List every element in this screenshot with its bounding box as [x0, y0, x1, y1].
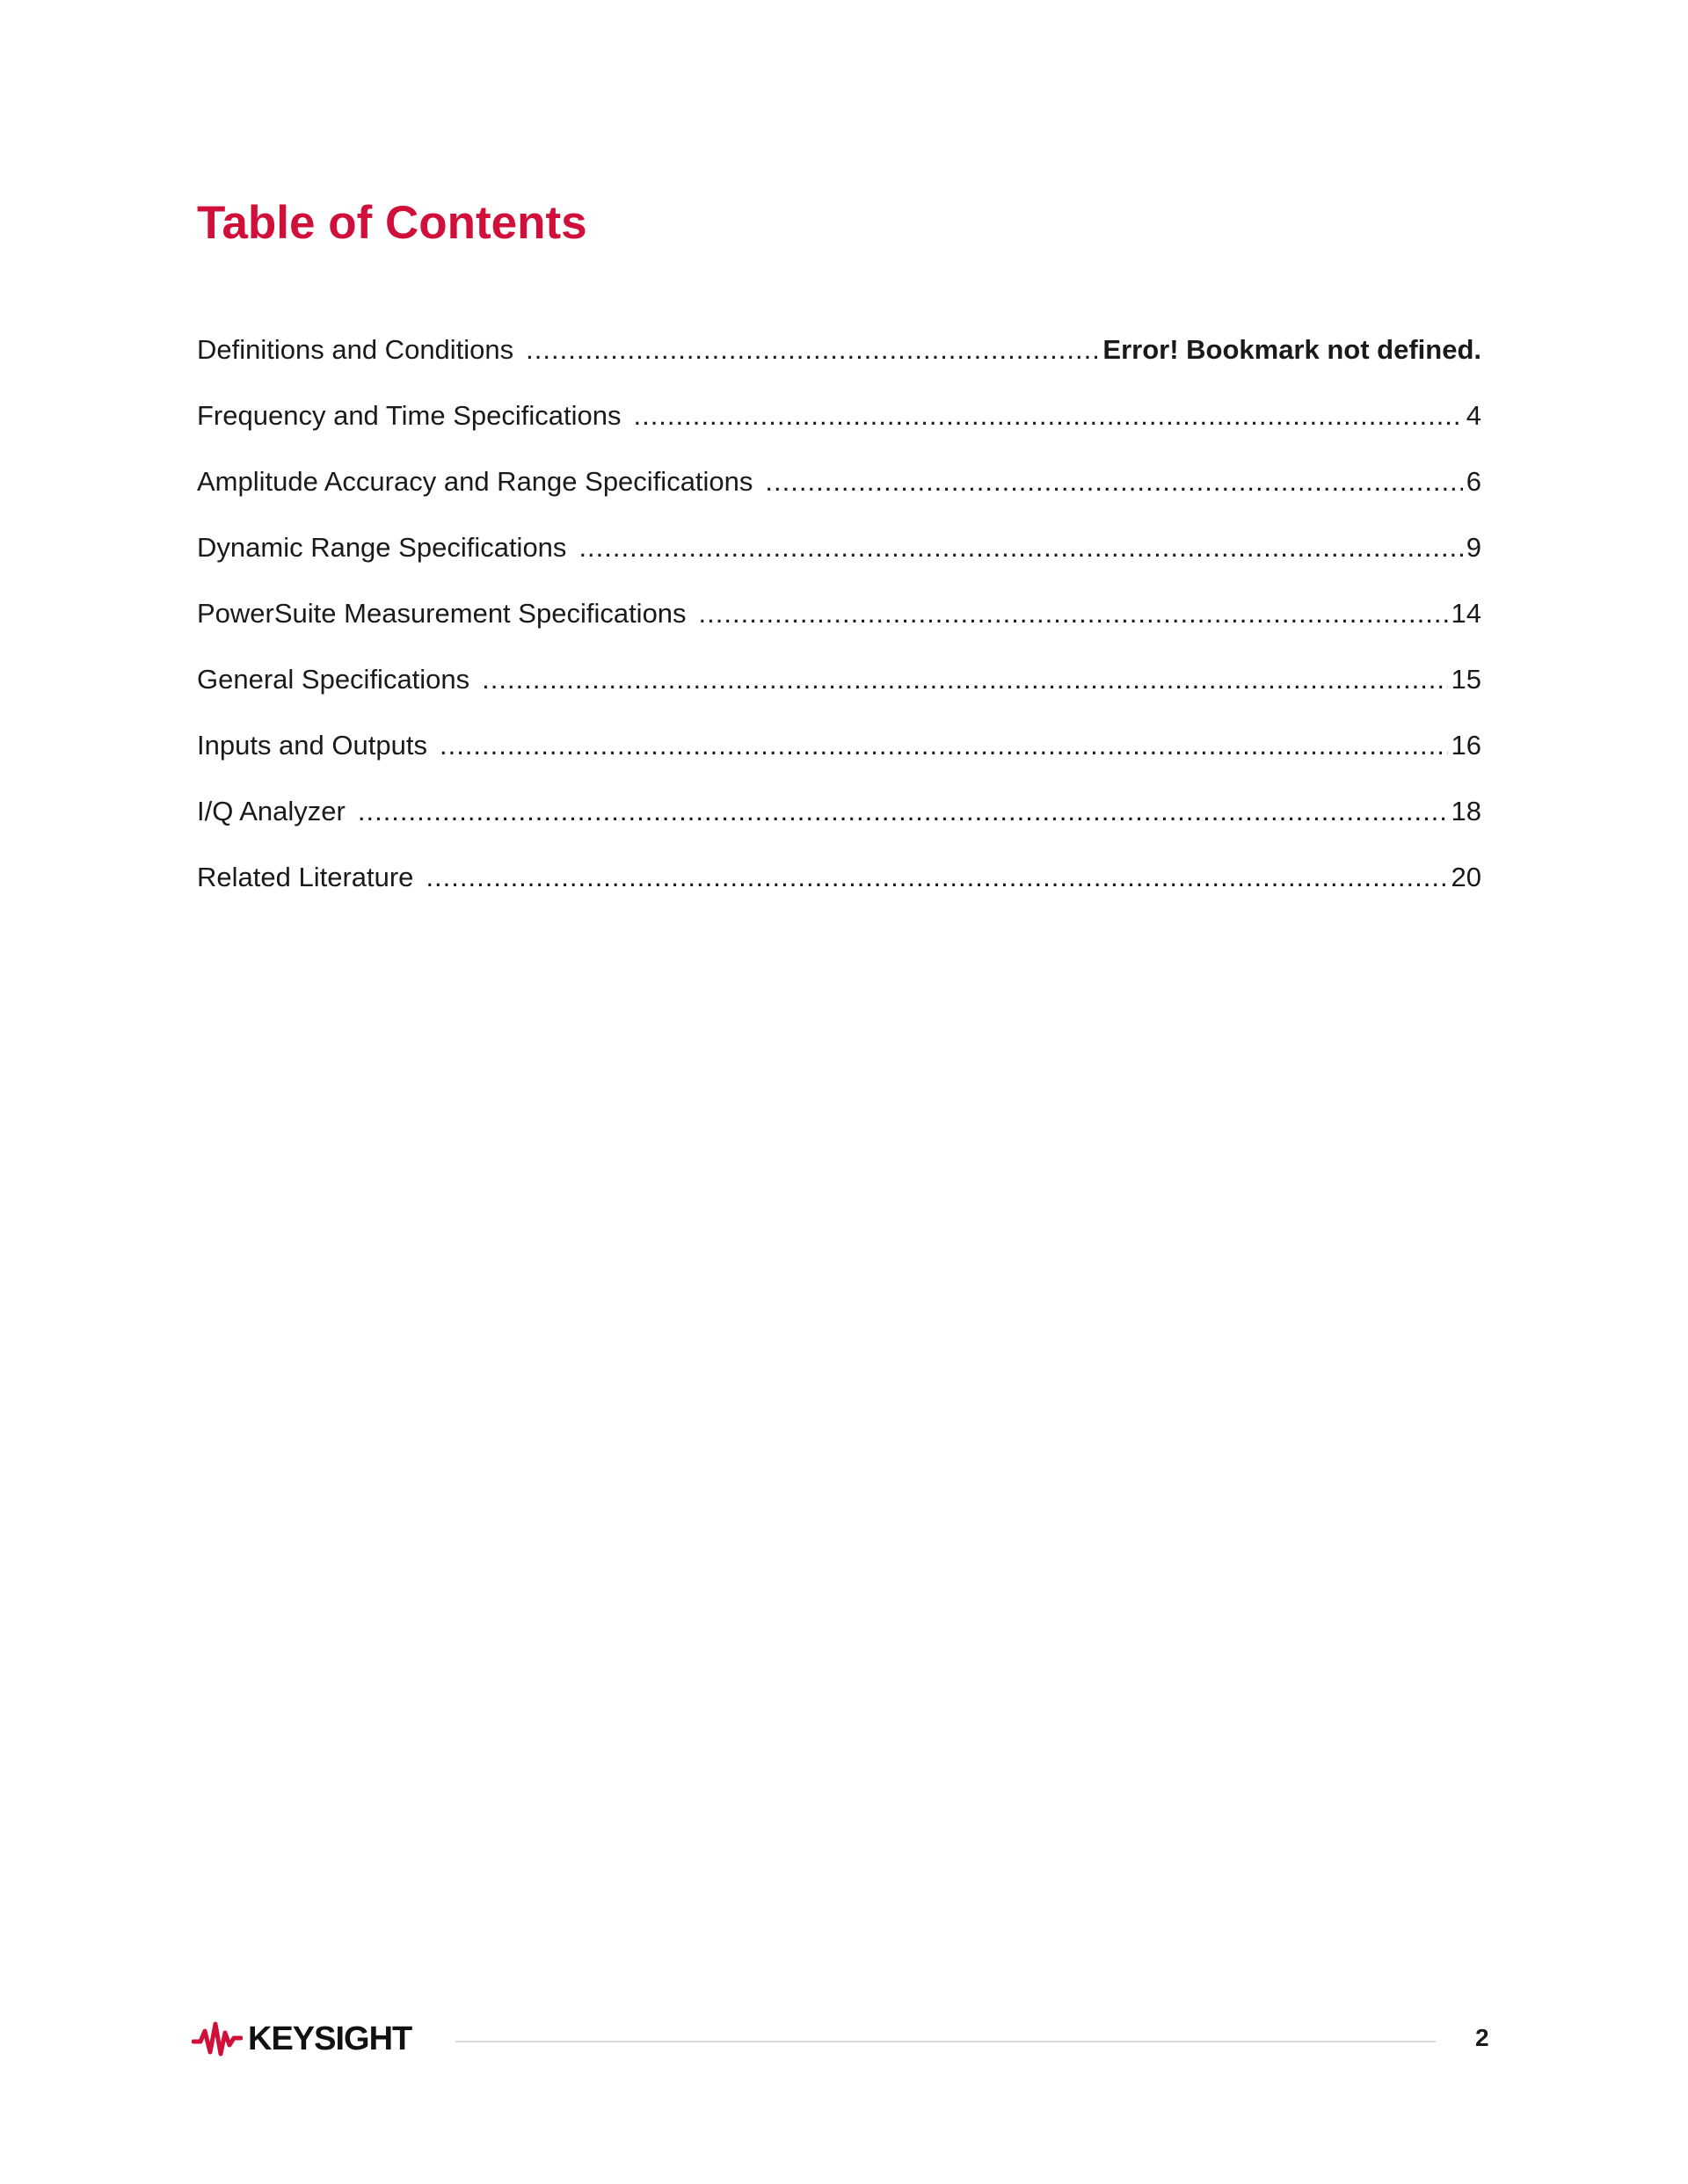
footer-divider — [455, 2041, 1436, 2042]
toc-entry-page: 6 — [1466, 466, 1481, 497]
page-number: 2 — [1475, 2024, 1489, 2051]
logo-wordmark: KEYSIGHT — [248, 2020, 412, 2057]
toc-entry-label: Inputs and Outputs — [197, 730, 427, 761]
toc-entry-label: Amplitude Accuracy and Range Specifications — [197, 466, 753, 497]
toc-entry-label: Related Literature — [197, 862, 414, 892]
footer-logo — [192, 2015, 411, 2063]
toc-entry-page: 16 — [1451, 730, 1481, 761]
toc-entry-label: Dynamic Range Specifications — [197, 532, 567, 563]
toc-leader-dots — [578, 530, 1462, 565]
toc-entry-label: PowerSuite Measurement Specifications — [197, 598, 687, 629]
page-title: Table of Contents — [197, 197, 587, 249]
toc-entry-page: 4 — [1466, 400, 1481, 431]
toc-leader-dots — [633, 398, 1462, 433]
toc-entry[interactable] — [197, 332, 1481, 398]
toc-entry-page: 15 — [1451, 664, 1481, 695]
toc-entry[interactable] — [197, 662, 1481, 728]
toc-entry[interactable] — [197, 464, 1481, 530]
toc-entry-label: Definitions and Conditions — [197, 334, 514, 365]
toc-entry-page: 20 — [1451, 862, 1481, 892]
toc-list — [197, 332, 1481, 926]
toc-entry[interactable] — [197, 596, 1481, 662]
toc-leader-dots — [526, 332, 1099, 368]
toc-entry[interactable] — [197, 530, 1481, 596]
keysight-waveform-icon — [192, 2019, 243, 2059]
toc-entry-page: Error! Bookmark not defined. — [1102, 334, 1481, 365]
toc-entry[interactable] — [197, 398, 1481, 464]
toc-entry-page: 18 — [1451, 796, 1481, 826]
toc-leader-dots — [482, 662, 1447, 697]
toc-entry-label: General Specifications — [197, 664, 470, 695]
toc-leader-dots — [426, 860, 1447, 895]
toc-entry-label: I/Q Analyzer — [197, 796, 346, 826]
toc-entry[interactable] — [197, 728, 1481, 794]
toc-leader-dots — [440, 728, 1448, 763]
toc-leader-dots — [765, 464, 1462, 499]
toc-entry-label: Frequency and Time Specifications — [197, 400, 622, 431]
toc-leader-dots — [358, 794, 1448, 829]
toc-entry[interactable] — [197, 860, 1481, 926]
toc-leader-dots — [699, 596, 1448, 631]
toc-entry-page: 14 — [1451, 598, 1481, 629]
toc-entry-page: 9 — [1466, 532, 1481, 563]
toc-entry[interactable] — [197, 794, 1481, 860]
